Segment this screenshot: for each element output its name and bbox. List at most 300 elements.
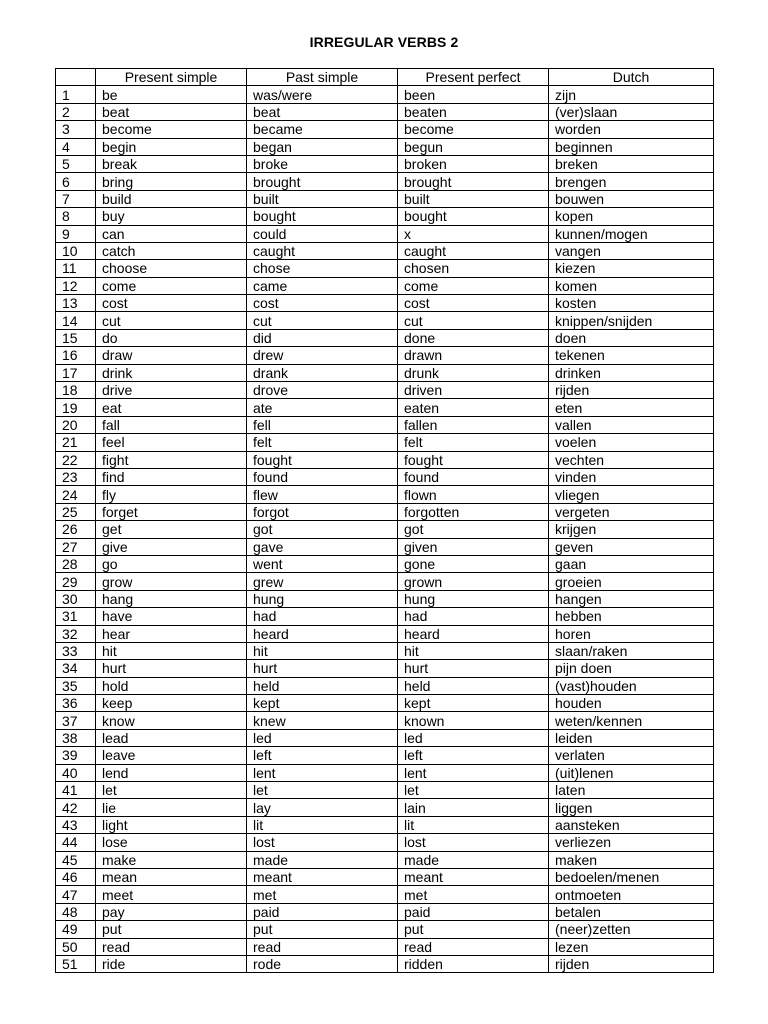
dutch-cell: rijden: [549, 955, 714, 972]
table-row: [56, 642, 714, 659]
row-number: 20: [56, 416, 96, 433]
present-perfect-cell: lain: [398, 799, 549, 816]
past-simple-cell: bought: [247, 208, 398, 225]
row-number: 24: [56, 486, 96, 503]
past-simple-cell: rode: [247, 955, 398, 972]
dutch-cell: komen: [549, 277, 714, 294]
present-perfect-cell: meant: [398, 868, 549, 885]
table-row: [56, 382, 714, 399]
present-simple-cell: mean: [96, 868, 247, 885]
present-perfect-cell: felt: [398, 434, 549, 451]
present-simple-cell: lie: [96, 799, 247, 816]
past-simple-cell: felt: [247, 434, 398, 451]
present-perfect-cell: lent: [398, 764, 549, 781]
table-row: [56, 868, 714, 885]
dutch-cell: liggen: [549, 799, 714, 816]
table-row: [56, 555, 714, 572]
table-row: [56, 608, 714, 625]
table-row: [56, 521, 714, 538]
present-perfect-cell: come: [398, 277, 549, 294]
table-row: [56, 277, 714, 294]
table-row: [56, 225, 714, 242]
past-simple-cell: meant: [247, 868, 398, 885]
present-simple-cell: lead: [96, 729, 247, 746]
present-perfect-cell: cost: [398, 295, 549, 312]
present-simple-cell: put: [96, 921, 247, 938]
past-simple-cell: paid: [247, 903, 398, 920]
present-perfect-cell: become: [398, 121, 549, 138]
present-simple-cell: draw: [96, 347, 247, 364]
present-perfect-cell: eaten: [398, 399, 549, 416]
dutch-cell: (neer)zetten: [549, 921, 714, 938]
table-row: [56, 886, 714, 903]
dutch-cell: vergeten: [549, 503, 714, 520]
row-number: 21: [56, 434, 96, 451]
dutch-cell: beginnen: [549, 138, 714, 155]
present-perfect-cell: beaten: [398, 103, 549, 120]
dutch-cell: kunnen/mogen: [549, 225, 714, 242]
verbs-table: [55, 68, 714, 973]
row-number: 35: [56, 677, 96, 694]
table-row: [56, 903, 714, 920]
dutch-cell: doen: [549, 329, 714, 346]
table-row: [56, 712, 714, 729]
present-perfect-cell: built: [398, 190, 549, 207]
present-perfect-cell: drunk: [398, 364, 549, 381]
dutch-cell: ontmoeten: [549, 886, 714, 903]
row-number: 26: [56, 521, 96, 538]
row-number: 29: [56, 573, 96, 590]
past-simple-cell: flew: [247, 486, 398, 503]
table-row: [56, 416, 714, 433]
present-perfect-cell: let: [398, 782, 549, 799]
row-number: 6: [56, 173, 96, 190]
table-row: [56, 242, 714, 259]
present-perfect-cell: hit: [398, 642, 549, 659]
present-simple-cell: fly: [96, 486, 247, 503]
dutch-cell: bouwen: [549, 190, 714, 207]
table-header-row: [56, 69, 714, 86]
table-row: [56, 729, 714, 746]
row-number: 4: [56, 138, 96, 155]
row-number: 22: [56, 451, 96, 468]
present-simple-cell: buy: [96, 208, 247, 225]
table-row: [56, 347, 714, 364]
dutch-cell: voelen: [549, 434, 714, 451]
present-simple-cell: cut: [96, 312, 247, 329]
dutch-cell: weten/kennen: [549, 712, 714, 729]
present-simple-cell: drive: [96, 382, 247, 399]
dutch-cell: brengen: [549, 173, 714, 190]
present-simple-cell: keep: [96, 695, 247, 712]
present-perfect-cell: cut: [398, 312, 549, 329]
header-present-simple: Present simple: [96, 69, 247, 86]
dutch-cell: slaan/raken: [549, 642, 714, 659]
present-perfect-cell: flown: [398, 486, 549, 503]
row-number: 8: [56, 208, 96, 225]
row-number: 46: [56, 868, 96, 885]
table-row: [56, 921, 714, 938]
row-number: 16: [56, 347, 96, 364]
dutch-cell: verliezen: [549, 834, 714, 851]
dutch-cell: vechten: [549, 451, 714, 468]
row-number: 49: [56, 921, 96, 938]
past-simple-cell: fell: [247, 416, 398, 433]
present-simple-cell: lend: [96, 764, 247, 781]
present-perfect-cell: got: [398, 521, 549, 538]
table-row: [56, 816, 714, 833]
table-row: [56, 121, 714, 138]
present-perfect-cell: ridden: [398, 955, 549, 972]
past-simple-cell: gave: [247, 538, 398, 555]
dutch-cell: lezen: [549, 938, 714, 955]
dutch-cell: worden: [549, 121, 714, 138]
row-number: 14: [56, 312, 96, 329]
present-perfect-cell: forgotten: [398, 503, 549, 520]
present-simple-cell: pay: [96, 903, 247, 920]
past-simple-cell: went: [247, 555, 398, 572]
row-number: 25: [56, 503, 96, 520]
row-number: 33: [56, 642, 96, 659]
present-perfect-cell: bought: [398, 208, 549, 225]
past-simple-cell: did: [247, 329, 398, 346]
table-row: [56, 695, 714, 712]
table-row: [56, 851, 714, 868]
row-number: 28: [56, 555, 96, 572]
table-row: [56, 190, 714, 207]
past-simple-cell: cost: [247, 295, 398, 312]
dutch-cell: knippen/snijden: [549, 312, 714, 329]
table-row: [56, 86, 714, 103]
present-perfect-cell: grown: [398, 573, 549, 590]
past-simple-cell: was/were: [247, 86, 398, 103]
present-simple-cell: drink: [96, 364, 247, 381]
table-row: [56, 538, 714, 555]
present-simple-cell: leave: [96, 747, 247, 764]
table-row: [56, 468, 714, 485]
present-simple-cell: bring: [96, 173, 247, 190]
present-perfect-cell: hurt: [398, 660, 549, 677]
row-number: 50: [56, 938, 96, 955]
table-row: [56, 451, 714, 468]
present-simple-cell: have: [96, 608, 247, 625]
past-simple-cell: knew: [247, 712, 398, 729]
table-row: [56, 799, 714, 816]
table-row: [56, 747, 714, 764]
dutch-cell: (vast)houden: [549, 677, 714, 694]
present-simple-cell: go: [96, 555, 247, 572]
dutch-cell: vallen: [549, 416, 714, 433]
past-simple-cell: put: [247, 921, 398, 938]
past-simple-cell: drank: [247, 364, 398, 381]
table-row: [56, 434, 714, 451]
present-simple-cell: hear: [96, 625, 247, 642]
table-row: [56, 260, 714, 277]
present-simple-cell: make: [96, 851, 247, 868]
dutch-cell: pijn doen: [549, 660, 714, 677]
present-perfect-cell: lost: [398, 834, 549, 851]
table-row: [56, 938, 714, 955]
table-row: [56, 329, 714, 346]
row-number: 51: [56, 955, 96, 972]
row-number: 45: [56, 851, 96, 868]
dutch-cell: vliegen: [549, 486, 714, 503]
row-number: 39: [56, 747, 96, 764]
present-simple-cell: beat: [96, 103, 247, 120]
dutch-cell: (uit)lenen: [549, 764, 714, 781]
table-row: [56, 399, 714, 416]
present-perfect-cell: fallen: [398, 416, 549, 433]
present-simple-cell: cost: [96, 295, 247, 312]
past-simple-cell: lit: [247, 816, 398, 833]
table-row: [56, 486, 714, 503]
present-simple-cell: give: [96, 538, 247, 555]
past-simple-cell: met: [247, 886, 398, 903]
row-number: 23: [56, 468, 96, 485]
past-simple-cell: kept: [247, 695, 398, 712]
row-number: 1: [56, 86, 96, 103]
present-perfect-cell: made: [398, 851, 549, 868]
row-number: 3: [56, 121, 96, 138]
past-simple-cell: drove: [247, 382, 398, 399]
present-perfect-cell: had: [398, 608, 549, 625]
table-row: [56, 364, 714, 381]
past-simple-cell: made: [247, 851, 398, 868]
dutch-cell: rijden: [549, 382, 714, 399]
row-number: 7: [56, 190, 96, 207]
present-perfect-cell: found: [398, 468, 549, 485]
past-simple-cell: let: [247, 782, 398, 799]
row-number: 48: [56, 903, 96, 920]
table-row: [56, 103, 714, 120]
header-number: [56, 69, 96, 86]
present-perfect-cell: led: [398, 729, 549, 746]
table-row: [56, 764, 714, 781]
present-simple-cell: hang: [96, 590, 247, 607]
present-simple-cell: do: [96, 329, 247, 346]
present-simple-cell: fall: [96, 416, 247, 433]
row-number: 19: [56, 399, 96, 416]
header-dutch: Dutch: [549, 69, 714, 86]
present-simple-cell: be: [96, 86, 247, 103]
present-perfect-cell: fought: [398, 451, 549, 468]
dutch-cell: eten: [549, 399, 714, 416]
past-simple-cell: forgot: [247, 503, 398, 520]
past-simple-cell: cut: [247, 312, 398, 329]
dutch-cell: hebben: [549, 608, 714, 625]
dutch-cell: betalen: [549, 903, 714, 920]
present-perfect-cell: begun: [398, 138, 549, 155]
dutch-cell: (ver)slaan: [549, 103, 714, 120]
present-perfect-cell: paid: [398, 903, 549, 920]
row-number: 47: [56, 886, 96, 903]
present-perfect-cell: caught: [398, 242, 549, 259]
dutch-cell: groeien: [549, 573, 714, 590]
row-number: 44: [56, 834, 96, 851]
dutch-cell: tekenen: [549, 347, 714, 364]
row-number: 31: [56, 608, 96, 625]
present-simple-cell: meet: [96, 886, 247, 903]
present-simple-cell: begin: [96, 138, 247, 155]
present-perfect-cell: lit: [398, 816, 549, 833]
present-simple-cell: hit: [96, 642, 247, 659]
row-number: 41: [56, 782, 96, 799]
dutch-cell: horen: [549, 625, 714, 642]
present-simple-cell: catch: [96, 242, 247, 259]
past-simple-cell: beat: [247, 103, 398, 120]
present-simple-cell: forget: [96, 503, 247, 520]
table-row: [56, 590, 714, 607]
present-perfect-cell: drawn: [398, 347, 549, 364]
past-simple-cell: read: [247, 938, 398, 955]
present-simple-cell: fight: [96, 451, 247, 468]
present-simple-cell: lose: [96, 834, 247, 851]
past-simple-cell: grew: [247, 573, 398, 590]
present-perfect-cell: put: [398, 921, 549, 938]
table-row: [56, 155, 714, 172]
past-simple-cell: caught: [247, 242, 398, 259]
dutch-cell: zijn: [549, 86, 714, 103]
past-simple-cell: held: [247, 677, 398, 694]
present-simple-cell: become: [96, 121, 247, 138]
dutch-cell: hangen: [549, 590, 714, 607]
past-simple-cell: lent: [247, 764, 398, 781]
table-row: [56, 677, 714, 694]
past-simple-cell: ate: [247, 399, 398, 416]
present-perfect-cell: read: [398, 938, 549, 955]
dutch-cell: aansteken: [549, 816, 714, 833]
present-perfect-cell: chosen: [398, 260, 549, 277]
past-simple-cell: brought: [247, 173, 398, 190]
present-perfect-cell: brought: [398, 173, 549, 190]
past-simple-cell: came: [247, 277, 398, 294]
table-row: [56, 573, 714, 590]
table-row: [56, 660, 714, 677]
dutch-cell: vinden: [549, 468, 714, 485]
row-number: 40: [56, 764, 96, 781]
page-title: IRREGULAR VERBS 2: [309, 34, 459, 50]
table-row: [56, 503, 714, 520]
present-simple-cell: ride: [96, 955, 247, 972]
dutch-cell: kiezen: [549, 260, 714, 277]
table-row: [56, 138, 714, 155]
present-perfect-cell: hung: [398, 590, 549, 607]
past-simple-cell: began: [247, 138, 398, 155]
present-perfect-cell: kept: [398, 695, 549, 712]
present-simple-cell: can: [96, 225, 247, 242]
present-perfect-cell: left: [398, 747, 549, 764]
row-number: 10: [56, 242, 96, 259]
past-simple-cell: could: [247, 225, 398, 242]
past-simple-cell: heard: [247, 625, 398, 642]
row-number: 30: [56, 590, 96, 607]
header-present-perfect: Present perfect: [398, 69, 549, 86]
row-number: 2: [56, 103, 96, 120]
row-number: 11: [56, 260, 96, 277]
dutch-cell: laten: [549, 782, 714, 799]
present-simple-cell: hurt: [96, 660, 247, 677]
dutch-cell: kopen: [549, 208, 714, 225]
table-row: [56, 208, 714, 225]
table-row: [56, 312, 714, 329]
present-simple-cell: grow: [96, 573, 247, 590]
row-number: 15: [56, 329, 96, 346]
past-simple-cell: fought: [247, 451, 398, 468]
row-number: 18: [56, 382, 96, 399]
present-simple-cell: know: [96, 712, 247, 729]
past-simple-cell: lost: [247, 834, 398, 851]
row-number: 17: [56, 364, 96, 381]
table-row: [56, 173, 714, 190]
dutch-cell: verlaten: [549, 747, 714, 764]
row-number: 42: [56, 799, 96, 816]
present-simple-cell: light: [96, 816, 247, 833]
present-perfect-cell: known: [398, 712, 549, 729]
table-row: [56, 834, 714, 851]
table-row: [56, 625, 714, 642]
dutch-cell: gaan: [549, 555, 714, 572]
dutch-cell: breken: [549, 155, 714, 172]
past-simple-cell: led: [247, 729, 398, 746]
row-number: 37: [56, 712, 96, 729]
past-simple-cell: became: [247, 121, 398, 138]
row-number: 43: [56, 816, 96, 833]
past-simple-cell: broke: [247, 155, 398, 172]
present-simple-cell: feel: [96, 434, 247, 451]
past-simple-cell: drew: [247, 347, 398, 364]
present-simple-cell: let: [96, 782, 247, 799]
past-simple-cell: hurt: [247, 660, 398, 677]
row-number: 38: [56, 729, 96, 746]
table-row: [56, 955, 714, 972]
table-row: [56, 782, 714, 799]
present-perfect-cell: met: [398, 886, 549, 903]
row-number: 32: [56, 625, 96, 642]
past-simple-cell: found: [247, 468, 398, 485]
past-simple-cell: got: [247, 521, 398, 538]
present-simple-cell: hold: [96, 677, 247, 694]
row-number: 13: [56, 295, 96, 312]
present-simple-cell: build: [96, 190, 247, 207]
row-number: 9: [56, 225, 96, 242]
present-simple-cell: come: [96, 277, 247, 294]
dutch-cell: houden: [549, 695, 714, 712]
present-simple-cell: find: [96, 468, 247, 485]
present-perfect-cell: gone: [398, 555, 549, 572]
present-perfect-cell: heard: [398, 625, 549, 642]
past-simple-cell: left: [247, 747, 398, 764]
past-simple-cell: had: [247, 608, 398, 625]
past-simple-cell: chose: [247, 260, 398, 277]
dutch-cell: vangen: [549, 242, 714, 259]
dutch-cell: leiden: [549, 729, 714, 746]
present-perfect-cell: driven: [398, 382, 549, 399]
present-simple-cell: get: [96, 521, 247, 538]
past-simple-cell: hit: [247, 642, 398, 659]
row-number: 5: [56, 155, 96, 172]
present-perfect-cell: broken: [398, 155, 549, 172]
dutch-cell: krijgen: [549, 521, 714, 538]
row-number: 34: [56, 660, 96, 677]
dutch-cell: geven: [549, 538, 714, 555]
past-simple-cell: built: [247, 190, 398, 207]
table-row: [56, 295, 714, 312]
present-perfect-cell: done: [398, 329, 549, 346]
row-number: 12: [56, 277, 96, 294]
dutch-cell: bedoelen/menen: [549, 868, 714, 885]
present-simple-cell: choose: [96, 260, 247, 277]
present-simple-cell: break: [96, 155, 247, 172]
